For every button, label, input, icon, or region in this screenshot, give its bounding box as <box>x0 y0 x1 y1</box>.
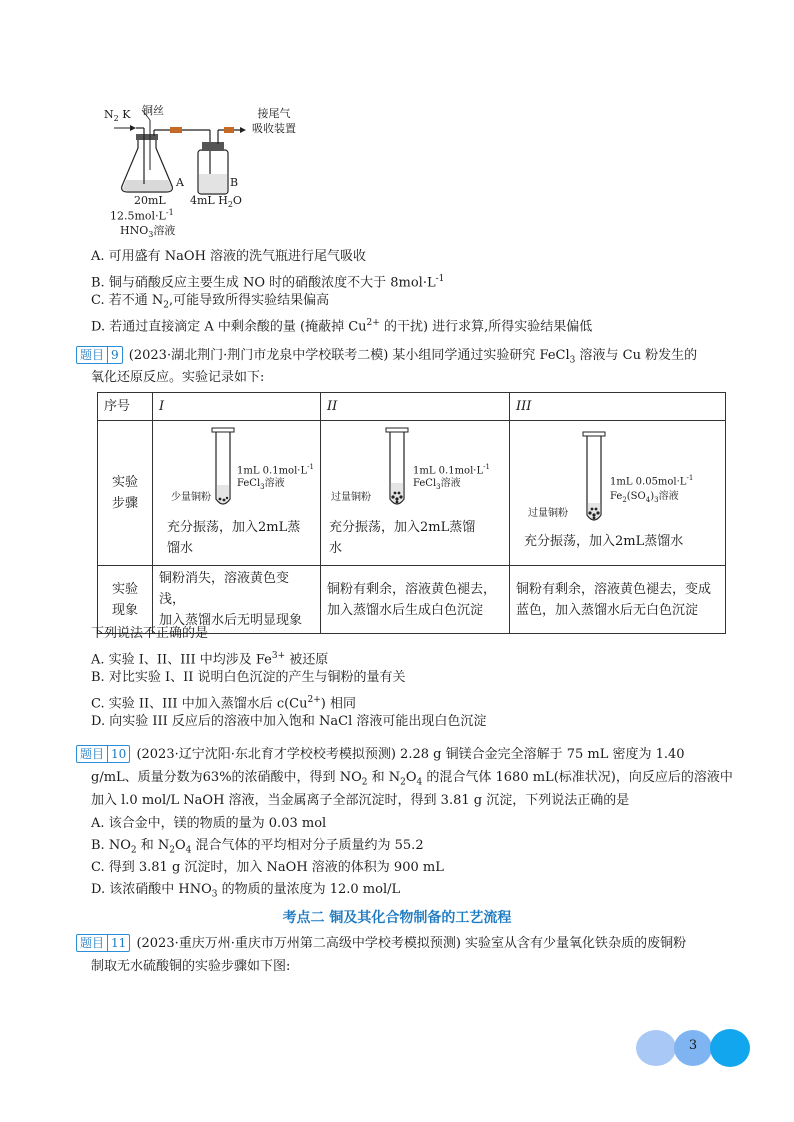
experiment-i-phenomena: 铜粉消失，溶液黄色变浅， 加入蒸馏水后无明显现象 <box>153 566 321 634</box>
table-header-iii: III <box>510 393 726 421</box>
n2-k-label: $N_2$ K <box>104 108 131 124</box>
experiment-ii-note: 充分振荡，加入2mL蒸馏 水 <box>329 520 476 556</box>
q10-stem-line3: 加入 l.0 mol/L NaOH 溶液，当金属离子全部沉淀时，得到 3.81 g 沉淀，下列说法正确的是 <box>91 793 630 808</box>
q11-stem-line2: 制取无水硫酸铜的实验步骤如下图: <box>91 959 291 974</box>
table-header-index: 序号 <box>98 393 153 421</box>
q9-option-d: D. 向实验 III 反应后的溶液中加入饱和 NaCl 溶液可能出现白色沉淀 <box>91 714 487 729</box>
q9-option-a: A. 实验 I、II、III 中均涉及 $Fe^{3+}$ 被还原 <box>91 651 329 668</box>
flask-a-concentration: $12.5mol\cdot L^{-1}$ <box>110 208 174 223</box>
apparatus-figure <box>100 100 340 240</box>
experiment-iii-steps <box>510 421 726 566</box>
page-number: 3 <box>688 1038 698 1053</box>
q11-tag: 题目 11 <box>76 934 130 952</box>
q9-option-b: B. 对比实验 I、II 说明白色沉淀的产生与铜粉的量有关 <box>91 670 406 685</box>
bottle-b-volume: 4mL $H_2O$ <box>190 194 242 210</box>
test-tube-iii <box>582 431 606 527</box>
q10-tag: 题目 10 <box>76 745 130 763</box>
experiment-i-steps <box>153 421 321 566</box>
q10-option-a: A. 该合金中，镁的物质的量为 0.03 mol <box>91 816 327 831</box>
q9-option-c: C. 实验 II、III 中加入蒸馏水后 $c(Cu^{2+})$ 相同 <box>91 695 356 712</box>
label-b: B <box>230 176 239 189</box>
test-tube-ii <box>385 427 409 511</box>
experiment-ii-reagent: 1mL $0.1mol\cdot L^{-1}$ FeCl$_3$溶液 <box>413 463 490 492</box>
q9-experiment-table <box>97 392 726 634</box>
label-a: A <box>176 176 184 189</box>
section-title: 考点二 铜及其化合物制备的工艺流程 <box>282 910 512 926</box>
table-header-ii: II <box>321 393 510 421</box>
experiment-i-note: 充分振荡，加入2mL蒸 馏水 <box>167 520 301 556</box>
q10-option-d: D. 该浓硝酸中 $HNO_3$ 的物质的量浓度为 12.0 mol/L <box>91 882 401 900</box>
experiment-iii-reagent: 1mL $0.05mol\cdot L^{-1}$ $Fe_2(SO_4)_3$溶液 <box>610 474 694 505</box>
row-phenomena-label: 实验 现象 <box>98 566 153 634</box>
q8-option-b: B. 铜与硝酸反应主要生成 NO 时的硝酸浓度不大于 $8mol\cdot L^{-1}$ <box>91 274 445 291</box>
q10-stem-line1: 题目 10 (2023·辽宁沈阳·东北育才学校校考模拟预测) 2.28 g 铜镁合金完全溶解于 75 mL 密度为 1.40 <box>76 745 685 765</box>
copper-wire-label: 铜丝 <box>142 104 164 117</box>
experiment-i-reagent: 1mL $0.1mol\cdot L^{-1}$ FeCl$_3$溶液 <box>237 463 314 492</box>
experiment-iii-note: 充分振荡，加入2mL蒸馏水 <box>524 534 684 549</box>
q9-tag: 题目 9 <box>76 346 123 364</box>
flask-a-solution: $HNO_3$溶液 <box>120 224 176 240</box>
q8-option-a: A. 可用盛有 NaOH 溶液的洗气瓶进行尾气吸收 <box>91 249 367 264</box>
tail-gas-label: 接尾气 吸收装置 <box>252 107 296 135</box>
decor-circle-light <box>636 1030 676 1066</box>
q10-option-c: C. 得到 3.81 g 沉淀时，加入 NaOH 溶液的体积为 900 mL <box>91 860 444 875</box>
experiment-ii-steps <box>321 421 510 566</box>
table-header-i: I <box>153 393 321 421</box>
page-number-badge <box>636 1028 756 1068</box>
decor-circle-bright <box>710 1029 750 1067</box>
experiment-i-solid: 少量铜粉 <box>171 492 211 503</box>
q9-prompt: 下列说法不正确的是 <box>91 626 209 641</box>
experiment-ii-solid: 过量铜粉 <box>331 492 371 503</box>
q10-stem-line2: g/mL、质量分数为63%的浓硝酸中，得到 $NO_2$ 和 $N_2O_4$ 的混合气体 1680 mL(标准状况)，向反应后的溶液中 <box>91 770 733 788</box>
experiment-iii-solid: 过量铜粉 <box>528 508 568 519</box>
experiment-ii-phenomena: 铜粉有剩余，溶液黄色褪去， 加入蒸馏水后生成白色沉淀 <box>321 566 510 634</box>
row-steps-label: 实验 步骤 <box>98 421 153 566</box>
q8-option-d: D. 若通过直接滴定 A 中剩余酸的量 (掩蔽掉 $Cu^{2+}$ 的干扰) 进行求算,所得实验结果偏低 <box>91 318 593 335</box>
test-tube-i <box>211 427 235 511</box>
q9-stem-line2: 氧化还原反应。实验记录如下: <box>91 370 265 385</box>
flask-a-volume: 20mL <box>134 194 166 207</box>
q11-stem-line1: 题目 11 (2023·重庆万州·重庆市万州第二高级中学校考模拟预测) 实验室从含有少量氧化铁杂质的废铜粉 <box>76 934 686 954</box>
q10-option-b: B. $NO_2$ 和 $N_2O_4$ 混合气体的平均相对分子质量约为 55.2 <box>91 838 424 856</box>
experiment-iii-phenomena: 铜粉有剩余，溶液黄色褪去，变成 蓝色，加入蒸馏水后无白色沉淀 <box>510 566 726 634</box>
q9-stem-line1: 题目 9 (2023·湖北荆门·荆门市龙泉中学校联考二模) 某小组同学通过实验研究 FeCl$_3$ 溶液与 Cu 粉发生的 <box>76 346 697 371</box>
q8-option-c: C. 若不通 $N_2$,可能导致所得实验结果偏高 <box>91 293 330 311</box>
